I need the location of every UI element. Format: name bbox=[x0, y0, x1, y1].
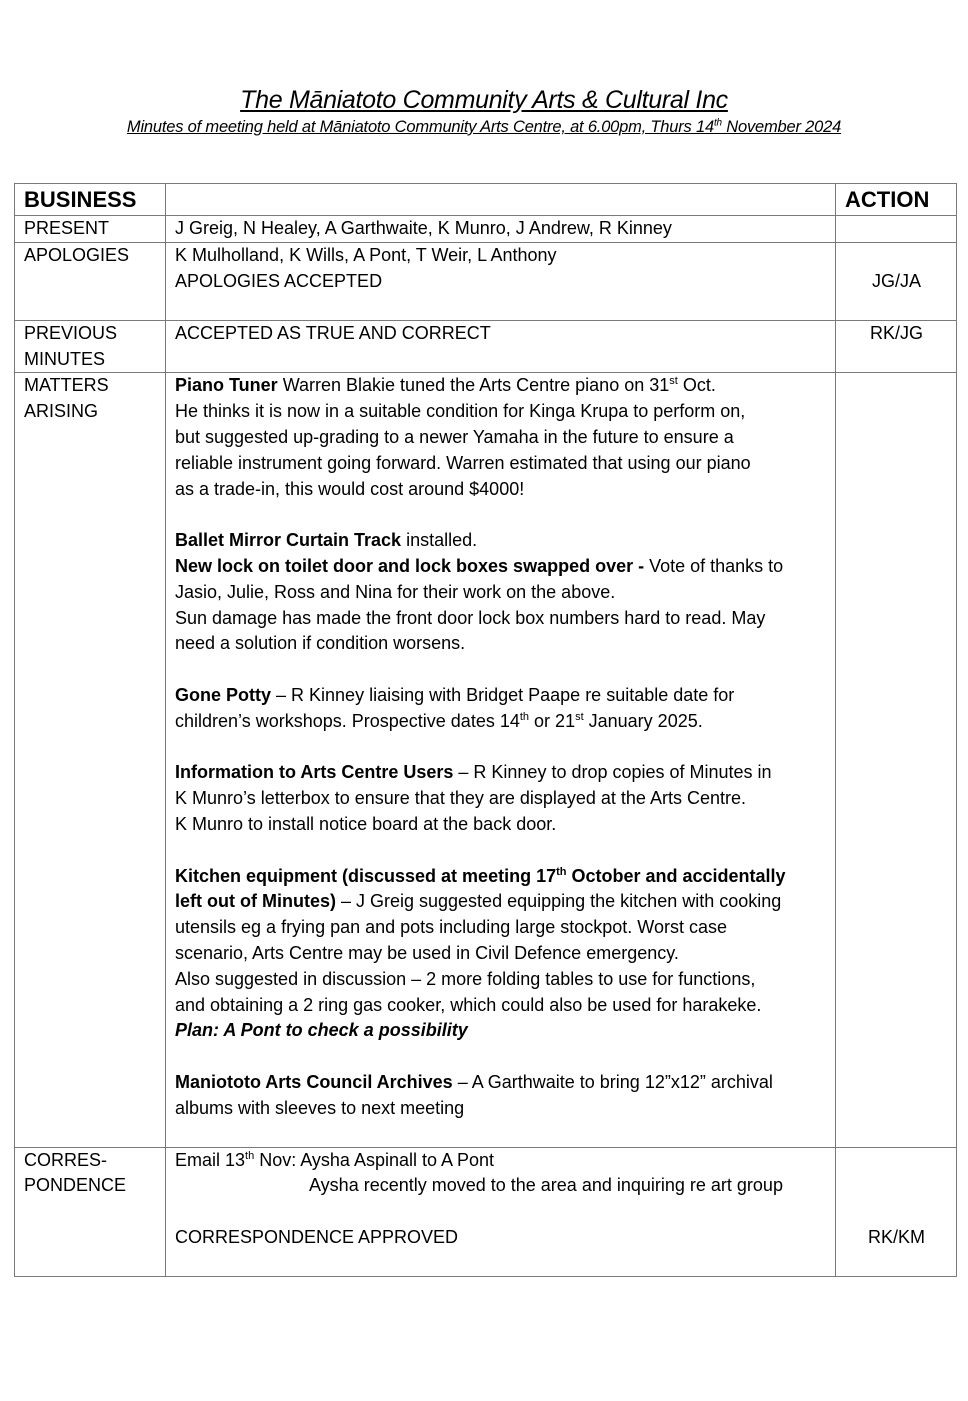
sun-line1: Sun damage has made the front door lock box numbers hard to read. May bbox=[175, 607, 766, 628]
apologies-accepted: APOLOGIES ACCEPTED bbox=[175, 270, 383, 291]
correspondence-details bbox=[166, 1147, 836, 1276]
ballet-item bbox=[175, 528, 827, 657]
kitchen-heading1: Kitchen equipment (discussed at meeting 17 bbox=[175, 865, 557, 886]
row-previous-minutes bbox=[15, 320, 957, 373]
matters-label-line2: ARISING bbox=[24, 401, 99, 422]
kitchen-item bbox=[175, 864, 827, 1045]
previous-action: RK/JG bbox=[836, 320, 957, 373]
email-text-b: Nov: Aysha Aspinall to A Pont bbox=[254, 1149, 495, 1170]
apologies-action bbox=[836, 242, 957, 320]
lock-line2: Jasio, Julie, Ross and Nina for their work on the above. bbox=[175, 581, 616, 602]
present-action bbox=[836, 216, 957, 243]
potty-text: – R Kinney liaising with Bridget Paape re suitable date for bbox=[271, 684, 735, 705]
potty-line2b: or 21 bbox=[529, 710, 576, 731]
gone-potty-item bbox=[175, 683, 827, 735]
document-title: The Māniatoto Community Arts & Cultural Inc bbox=[240, 86, 728, 114]
information-item bbox=[175, 760, 827, 837]
potty-sup2: st bbox=[575, 710, 584, 723]
potty-heading: Gone Potty bbox=[175, 684, 272, 705]
present-label: PRESENT bbox=[15, 216, 166, 243]
email-line2: Aysha recently moved to the area and inquiring re art group bbox=[309, 1175, 783, 1196]
potty-line2a: children’s workshops. Prospective dates 14 bbox=[175, 710, 520, 731]
minutes-table bbox=[14, 183, 957, 1277]
sun-line2: need a solution if condition worsens. bbox=[175, 633, 466, 654]
row-apologies bbox=[15, 242, 957, 320]
piano-sup: st bbox=[669, 375, 678, 388]
piano-line2: He thinks it is now in a suitable condition for Kinga Krupa to perform on, bbox=[175, 401, 746, 422]
correspondence-action bbox=[836, 1147, 957, 1276]
piano-tuner-item bbox=[175, 373, 827, 502]
correspondence-action-text: RK/KM bbox=[867, 1226, 925, 1247]
row-present bbox=[15, 216, 957, 243]
previous-label-line1: PREVIOUS bbox=[24, 322, 118, 343]
correspondence-label-line1: CORRES- bbox=[24, 1149, 108, 1170]
correspondence-label-line2: PONDENCE bbox=[24, 1175, 127, 1196]
piano-line4: reliable instrument going forward. Warren estimated that using our piano bbox=[175, 452, 751, 473]
table-header-row bbox=[15, 184, 957, 216]
correspondence-label bbox=[15, 1147, 166, 1276]
email-sup: th bbox=[245, 1149, 255, 1162]
previous-label bbox=[15, 320, 166, 373]
potty-sup1: th bbox=[519, 710, 530, 723]
kitchen-plan: Plan: A Pont to check a possibility bbox=[175, 1020, 468, 1041]
lock-text: Vote of thanks to bbox=[649, 555, 784, 576]
info-heading: Information to Arts Centre Users bbox=[175, 762, 454, 783]
lock-heading: New lock on toilet door and lock boxes swapped over - bbox=[175, 555, 650, 576]
kitchen-line3: utensils eg a frying pan and pots including large stockpot. Worst case bbox=[175, 917, 727, 938]
archives-heading: Maniototo Arts Council Archives bbox=[175, 1071, 453, 1092]
kitchen-text: – J Greig suggested equipping the kitchen with cooking bbox=[335, 891, 782, 912]
ballet-text: installed. bbox=[401, 530, 478, 551]
apologies-names: K Mulholland, K Wills, A Pont, T Weir, L Anthony bbox=[175, 244, 557, 265]
piano-line5: as a trade-in, this would cost around $4000! bbox=[175, 478, 525, 499]
piano-end: Oct. bbox=[677, 375, 716, 396]
row-correspondence bbox=[15, 1147, 957, 1276]
matters-label-line1: MATTERS bbox=[24, 375, 109, 396]
previous-label-line2: MINUTES bbox=[24, 348, 105, 369]
kitchen-line5: Also suggested in discussion – 2 more folding tables to use for functions, bbox=[175, 968, 756, 989]
info-line3: K Munro to install notice board at the back door. bbox=[175, 813, 557, 834]
kitchen-heading3: left out of Minutes) bbox=[175, 891, 336, 912]
archives-text: – A Garthwaite to bring 12”x12” archival bbox=[452, 1071, 773, 1092]
subtitle-text: Minutes of meeting held at Māniatoto Community Arts Centre, at 6.00pm, Thurs 14 bbox=[126, 118, 714, 136]
header-action: ACTION bbox=[836, 184, 957, 216]
apologies-details bbox=[166, 242, 836, 320]
previous-text: ACCEPTED AS TRUE AND CORRECT bbox=[166, 320, 836, 373]
document-subtitle bbox=[0, 118, 968, 137]
piano-heading: Piano Tuner bbox=[175, 375, 278, 396]
correspondence-approved: CORRESPONDENCE APPROVED bbox=[175, 1226, 459, 1247]
apologies-action-text: JG/JA bbox=[871, 270, 921, 291]
info-line2: K Munro’s letterbox to ensure that they are displayed at the Arts Centre. bbox=[175, 788, 746, 809]
row-matters-arising bbox=[15, 373, 957, 1147]
archives-line2: albums with sleeves to next meeting bbox=[175, 1097, 465, 1118]
kitchen-line4: scenario, Arts Centre may be used in Civil Defence emergency. bbox=[175, 942, 679, 963]
archives-item bbox=[175, 1070, 827, 1122]
subtitle-text-end: November 2024 bbox=[721, 118, 842, 136]
info-text: – R Kinney to drop copies of Minutes in bbox=[453, 762, 772, 783]
matters-details bbox=[166, 373, 836, 1147]
header-details bbox=[166, 184, 836, 216]
matters-label bbox=[15, 373, 166, 1147]
email-text-a: Email 13 bbox=[175, 1149, 246, 1170]
kitchen-line6: and obtaining a 2 ring gas cooker, which could also be used for harakeke. bbox=[175, 994, 762, 1015]
potty-line2c: January 2025. bbox=[583, 710, 703, 731]
kitchen-heading2: October and accidentally bbox=[566, 865, 786, 886]
piano-text: Warren Blakie tuned the Arts Centre piano on 31 bbox=[277, 375, 670, 396]
matters-action bbox=[836, 373, 957, 1147]
header-business: BUSINESS bbox=[15, 184, 166, 216]
piano-line3: but suggested up-grading to a newer Yamaha in the future to ensure a bbox=[175, 426, 734, 447]
subtitle-superscript: th bbox=[713, 117, 722, 129]
present-text: J Greig, N Healey, A Garthwaite, K Munro, J Andrew, R Kinney bbox=[166, 216, 836, 243]
kitchen-sup: th bbox=[556, 865, 567, 878]
apologies-label: APOLOGIES bbox=[15, 242, 166, 320]
ballet-heading: Ballet Mirror Curtain Track bbox=[175, 530, 402, 551]
